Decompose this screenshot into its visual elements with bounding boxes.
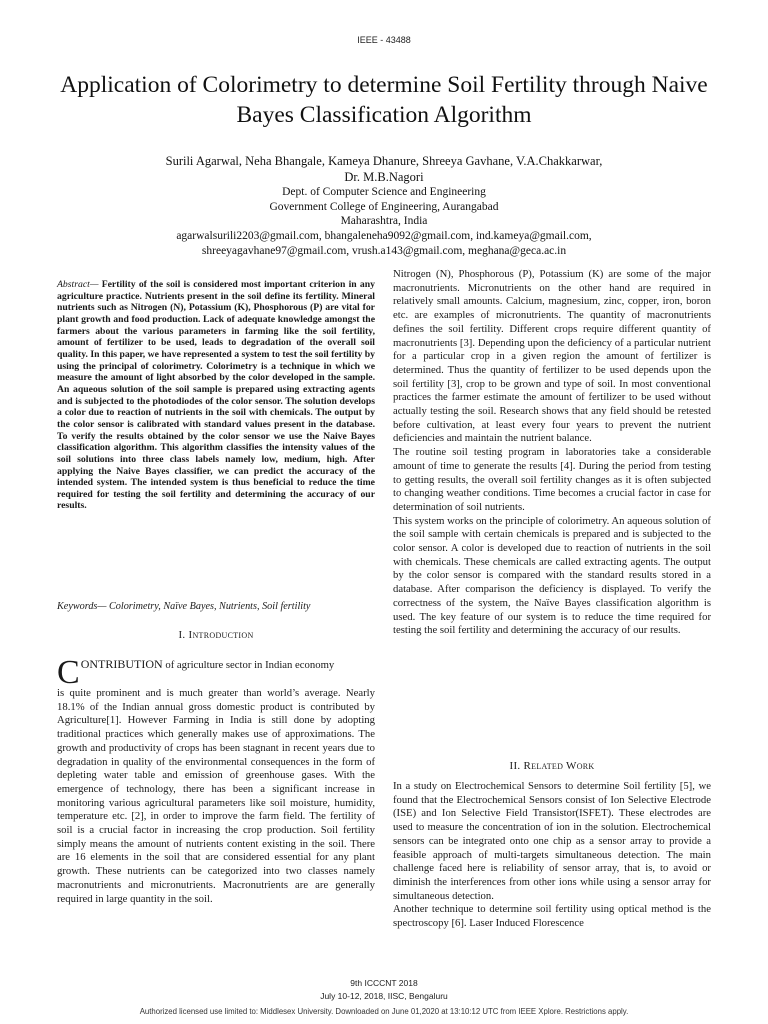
right-paragraph-3: This system works on the principle of colorimetry. An aqueous solution of the soil sample with certain chemicals is prepared and is subjected to the color sensor. A color is developed due to reaction of nutrients in the soil with chemicals. These chemicals are called extracting agents. The output by the color sensor is compared with the standard results stored in a database. After comparison the deficiency is displayed. To verify the correctness of the system, the Naïve Bayes classification algorithm is used. The key feature of our system is to reduce the time required for testing the soil fertility and determining the accuracy of our results. bbox=[393, 514, 711, 637]
affiliation bbox=[60, 185, 708, 259]
keywords-text: Colorimetry, Naïve Bayes, Nutrients, Soil fertility bbox=[108, 601, 311, 612]
related-paragraph-2: Another technique to determine soil fertility using optical method is the spectroscopy [6]. Laser Induced Florescence bbox=[393, 903, 711, 930]
intro-first-line: of agriculture sector in Indian economy bbox=[162, 659, 335, 671]
footer-dates: July 10-12, 2018, IISC, Bengaluru bbox=[320, 991, 448, 1001]
right-paragraph-1: Nitrogen (N), Phosphorous (P), Potassium (K) are some of the major macronutrients. Micronutrients on the other hand are required in relatively small amounts. Calcium, magnesium, zinc, copper, iron, boron etc. are examples of micronutrients. The quantity of macronutrients defines the soil fertility. Different crops require different quantity of macronutrients [3]. Depending upon the deficiency of a particular nutrient for a particular crop in a given region the amount of fertilizer is determined. Thus the quantity of fertilizer to be used depends upon the soil fertility [3], crop to be grown and type of soil. In most conventional practices the farmer estimate the amount of fertilizer to be used without actually testing the soil. Research shows that any field should be retested before cultivation, at least every four years to prevent the nutrient deficiencies and maintain the nutrient balance. bbox=[393, 268, 711, 445]
keywords-label: Keywords— bbox=[57, 601, 107, 612]
section-heading-related-work: II. Related Work bbox=[509, 760, 595, 772]
affiliation-emails-1: agarwalsurili2203@gmail.com, bhangaleneha9092@gmail.com, ind.kameya@gmail.com, bbox=[176, 230, 592, 243]
abstract-text: Fertility of the soil is considered most important criterion in any agriculture practice. Nutrients present in the soil define its fertility. Mineral nutrients such as Nitrogen (N), Potassium (K), Phosphorous (P) are vital for plant growth and food production. Lack of adequate knowledge amongst the farmers about the various parameters in farming like the soil fertility, amount of fertilizer to be used, leads to degradation of the overall soil quality. In this paper, we have represented a system to test the soil fertility by using the principal of colorimetry. Colorimetry is a technique in which we measure the amount of light absorbed by the color developed in the sample. An aqueous solution of the soil sample is prepared using extracting agents and is subjected to the photodiodes of the color sensor. The solution develops a color due to reaction of nutrients in the soil with chemicals. The output by the color sensor is calibrated with standard values present in the database. To verify the results obtained by the color sensor we use the Naive Bayes classification algorithm. This algorithm classifies the intensity values of the soil solutions into three class labels namely low, medium, high. After applying the Naive Bayes classifier, we can predict the accuracy of the intended system. The intended system is thus beneficial to reduce the time required for testing the soil fertility and determining the accuracy of our results. bbox=[57, 279, 376, 512]
conference-code: IEEE - 43488 bbox=[357, 35, 411, 45]
introduction-body bbox=[57, 654, 375, 906]
author-line-2: Dr. M.B.Nagori bbox=[344, 169, 424, 184]
intro-first-word: ONTRIBUTION bbox=[80, 657, 163, 671]
author-list bbox=[60, 154, 708, 185]
affiliation-dept: Dept. of Computer Science and Engineering bbox=[282, 186, 486, 198]
abstract bbox=[57, 279, 375, 512]
affiliation-college: Government College of Engineering, Aurangabad bbox=[269, 200, 499, 213]
section-heading-introduction: I. Introduction bbox=[178, 629, 254, 641]
drop-cap: C bbox=[57, 654, 80, 691]
related-paragraph-1: In a study on Electrochemical Sensors to determine Soil fertility [5], we found that the Electrochemical Sensors consist of Ion Selective Electrode (ISE) and Ion Selective Field Transistor(ISFET). These electrodes are used to measure the concentration of ion in the solution. Electrochemical sensors can be integrated onto one chip as a sensor array to provide a feasible approach of multi-targets simultaneous detection. The main challenge faced here is reliability of sensor array, that is, to avoid or diminish the interferences from other ions while using a sensor array for simultaneous detection. bbox=[393, 780, 711, 902]
footer-conference: 9th ICCCNT 2018 bbox=[350, 978, 418, 988]
right-paragraph-2: The routine soil testing program in laboratories take a considerable amount of time to generate the results [4]. During the period from testing to getting results, the overall soil fertility changes as it is often subjected to changing weather conditions. Time becomes a crucial factor in case for determination of soil nutrients. bbox=[393, 446, 711, 513]
footer-license: Authorized licensed use limited to: Middlesex University. Downloaded on June 01,2020 at 13:10:12 UTC from IEEE Xplore. Restrictions apply. bbox=[139, 1007, 629, 1016]
affiliation-emails-2: shreeyagavhane97@gmail.com, vrush.a143@gmail.com, meghana@geca.ac.in bbox=[201, 244, 567, 257]
intro-paragraph: is quite prominent and is much greater than world’s average. Nearly 18.1% of the Indian annual gross domestic product is contributed by Agriculture[1]. However Farming in India is still done by adopting traditional practices which generally makes use of approximations. The growth and productivity of crops has been stagnant in recent years due to degradation in quality of the environmental consequences in the form of depleting water table and emission of greenhouse gases. With the emergence of technology, there has been a significant increase in monitoring various agricultural parameters like soil moisture, humidity, temperature etc. [2], in order to improve the farm field. The fertility of soil is a crucial factor in increasing the crop production. Soil fertility simply means the amount of nutrients content existing in the soil. There are 16 elements in the soil that are considered essential for any plant growth. These nutrients can be categorized into two classes namely macronutrients and micronutrients. Macronutrients are are generally required in large quantity in the soil. bbox=[57, 687, 375, 905]
right-column-body bbox=[393, 268, 711, 638]
affiliation-state: Maharashtra, India bbox=[340, 215, 428, 228]
paper-title: Application of Colorimetry to determine Soil Fertility through Naive Bayes Classification Algorithm bbox=[60, 72, 708, 128]
abstract-label: Abstract— bbox=[57, 279, 99, 290]
keywords bbox=[57, 601, 375, 612]
related-work-body bbox=[393, 780, 711, 931]
author-line-1: Surili Agarwal, Neha Bhangale, Kameya Dhanure, Shreeya Gavhane, V.A.Chakkarwar, bbox=[165, 154, 603, 168]
